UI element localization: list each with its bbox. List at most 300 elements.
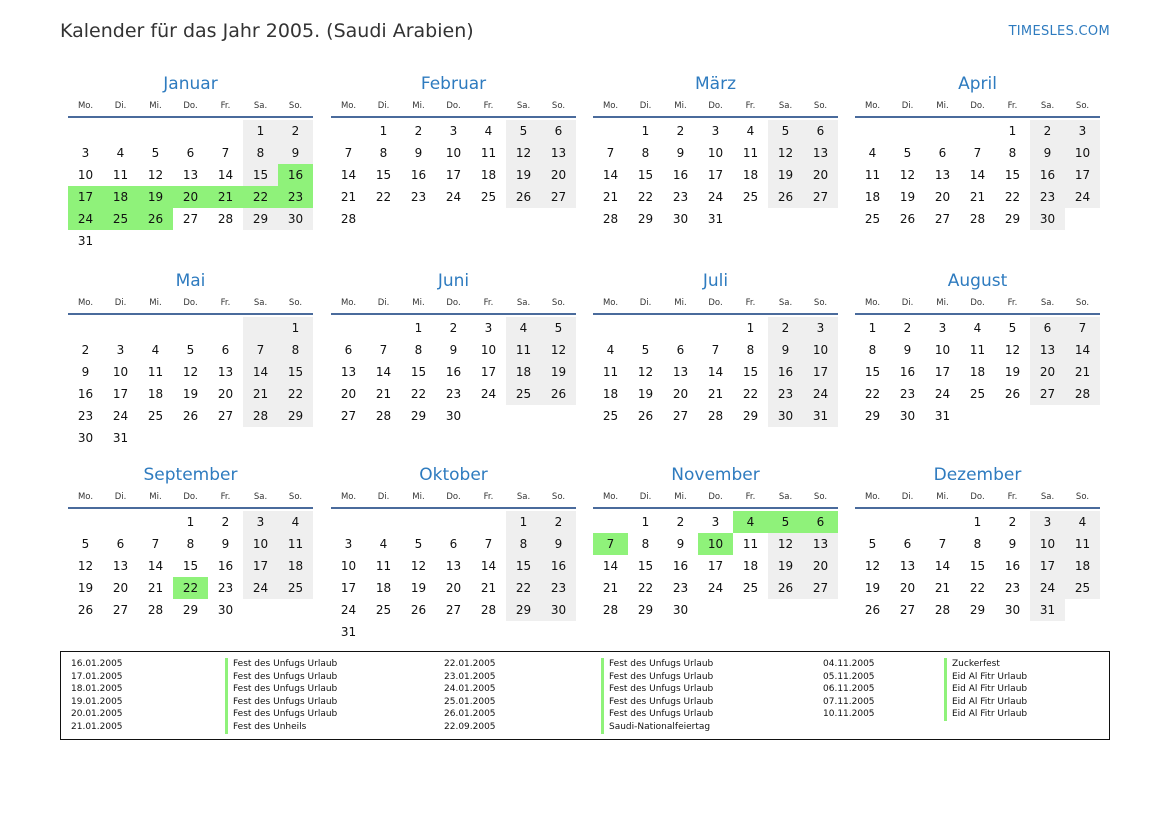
legend-description: Eid Al Fitr Urlaub xyxy=(944,696,1027,709)
day-cell: 8 xyxy=(868,343,877,357)
day-cell: 23 xyxy=(77,409,94,423)
day-cell: 20 xyxy=(217,387,234,401)
day-cell: 2 xyxy=(278,120,313,142)
day-cell: 30 xyxy=(672,603,689,617)
day-cell: 18 xyxy=(602,387,619,401)
weekday-label: So. xyxy=(813,491,828,502)
day-cell: 26 xyxy=(77,603,94,617)
day-cell: 3 xyxy=(711,515,720,529)
day-cell: 31 xyxy=(934,409,951,423)
day-cell: 27 xyxy=(934,212,951,226)
day-cell: 6 xyxy=(938,146,947,160)
weekday-label: So. xyxy=(288,100,303,111)
day-cell: 23 xyxy=(217,581,234,595)
day-cell: 22 xyxy=(637,581,654,595)
day-cell: 14 xyxy=(147,559,164,573)
day-cell: 22 xyxy=(375,190,392,204)
day-cell: 20 xyxy=(803,164,838,186)
day-grid xyxy=(593,317,838,427)
day-cell: 5 xyxy=(541,317,576,339)
day-cell: 8 xyxy=(641,146,650,160)
weekday-label: Mi. xyxy=(412,100,425,111)
day-cell: 6 xyxy=(344,343,353,357)
day-cell: 10 xyxy=(340,559,357,573)
legend-description: Fest des Unfugs Urlaub xyxy=(601,671,713,684)
day-cell: 15 xyxy=(410,365,427,379)
day-cell: 30 xyxy=(672,212,689,226)
legend-desc-column xyxy=(944,658,1027,721)
weekday-label: Do. xyxy=(446,297,461,308)
day-cell: 24 xyxy=(1065,186,1100,208)
day-cell: 4 xyxy=(484,124,493,138)
day-cell: 15 xyxy=(1004,168,1021,182)
day-cell: 9 xyxy=(449,343,458,357)
day-cell: 21 xyxy=(147,581,164,595)
day-cell: 1 xyxy=(414,321,423,335)
day-cell: 27 xyxy=(1030,383,1065,405)
month-mai xyxy=(68,269,313,449)
day-cell: 7 xyxy=(344,146,353,160)
day-cell: 17 xyxy=(340,581,357,595)
day-cell: 4 xyxy=(506,317,541,339)
day-cell: 25 xyxy=(602,409,619,423)
empty-cell xyxy=(593,120,628,142)
day-cell: 15 xyxy=(969,559,986,573)
day-cell: 16 xyxy=(1030,164,1065,186)
day-cell: 30 xyxy=(217,603,234,617)
day-cell: 9 xyxy=(903,343,912,357)
holiday-day-cell: 24 xyxy=(68,208,103,230)
weekday-header xyxy=(593,487,838,506)
weekday-label: Mo. xyxy=(77,100,94,111)
day-cell: 9 xyxy=(541,533,576,555)
day-cell: 18 xyxy=(480,168,497,182)
day-cell: 22 xyxy=(278,383,313,405)
day-cell: 23 xyxy=(672,190,689,204)
day-cell: 6 xyxy=(449,537,458,551)
day-cell: 17 xyxy=(1065,164,1100,186)
day-cell: 5 xyxy=(903,146,912,160)
day-cell: 23 xyxy=(768,383,803,405)
day-cell: 17 xyxy=(707,559,724,573)
day-cell: 23 xyxy=(410,190,427,204)
day-cell: 27 xyxy=(217,409,234,423)
day-cell: 12 xyxy=(768,533,803,555)
day-cell: 9 xyxy=(1008,537,1017,551)
day-cell: 11 xyxy=(480,146,497,160)
day-cell: 2 xyxy=(449,321,458,335)
month-name: April xyxy=(958,74,997,94)
day-cell: 14 xyxy=(969,168,986,182)
day-cell: 16 xyxy=(77,387,94,401)
day-cell: 29 xyxy=(182,603,199,617)
weekday-label: Di. xyxy=(114,297,127,308)
day-cell: 28 xyxy=(602,212,619,226)
day-cell: 1 xyxy=(243,120,278,142)
day-cell: 22 xyxy=(506,577,541,599)
day-cell: 11 xyxy=(742,146,759,160)
legend-date: 23.01.2005 xyxy=(444,671,496,682)
day-cell: 12 xyxy=(410,559,427,573)
weekday-label: Do. xyxy=(970,297,985,308)
month-name: Juli xyxy=(702,271,729,291)
month-name: Januar xyxy=(163,74,218,94)
legend-date: 21.01.2005 xyxy=(71,721,123,732)
day-cell: 1 xyxy=(1008,124,1017,138)
day-cell: 8 xyxy=(973,537,982,551)
day-cell: 18 xyxy=(1065,555,1100,577)
day-cell: 12 xyxy=(506,142,541,164)
legend-description: Eid Al Fitr Urlaub xyxy=(944,671,1027,684)
day-cell: 10 xyxy=(1030,533,1065,555)
legend-date: 20.01.2005 xyxy=(71,709,123,720)
legend-date: 24.01.2005 xyxy=(444,684,496,695)
day-cell: 24 xyxy=(243,577,278,599)
day-cell: 6 xyxy=(903,537,912,551)
weekday-label: Sa. xyxy=(516,297,531,308)
weekday-header xyxy=(855,487,1100,506)
weekday-label: Sa. xyxy=(1040,297,1055,308)
day-cell: 19 xyxy=(1004,365,1021,379)
day-cell: 1 xyxy=(278,317,313,339)
day-cell: 27 xyxy=(672,409,689,423)
day-cell: 30 xyxy=(768,405,803,427)
month-juni xyxy=(331,269,576,427)
legend-date-column xyxy=(823,658,875,721)
day-cell: 7 xyxy=(151,537,160,551)
weekday-label: Mi. xyxy=(936,297,949,308)
day-cell: 10 xyxy=(934,343,951,357)
day-cell: 26 xyxy=(541,383,576,405)
legend-desc-column xyxy=(601,658,713,734)
day-cell: 22 xyxy=(742,387,759,401)
day-cell: 8 xyxy=(641,537,650,551)
weekday-label: Fr. xyxy=(483,491,494,502)
weekday-header xyxy=(331,96,576,115)
day-cell: 18 xyxy=(742,559,759,573)
weekday-label: Sa. xyxy=(253,100,268,111)
day-cell: 11 xyxy=(506,339,541,361)
day-cell: 23 xyxy=(541,577,576,599)
weekday-label: Fr. xyxy=(1007,100,1018,111)
month-dezember xyxy=(855,463,1100,621)
empty-cell xyxy=(471,511,506,533)
holiday-day-cell: 5 xyxy=(768,511,803,533)
day-cell: 21 xyxy=(969,190,986,204)
day-cell: 15 xyxy=(243,164,278,186)
empty-cell xyxy=(890,511,925,533)
day-cell: 30 xyxy=(278,208,313,230)
day-cell: 9 xyxy=(676,537,685,551)
day-cell: 4 xyxy=(1065,511,1100,533)
day-cell: 3 xyxy=(344,537,353,551)
empty-cell xyxy=(173,317,208,339)
day-cell: 12 xyxy=(77,559,94,573)
legend-date: 22.01.2005 xyxy=(444,659,496,669)
holiday-day-cell: 4 xyxy=(733,511,768,533)
empty-cell xyxy=(138,511,173,533)
header-divider xyxy=(68,507,313,509)
day-cell: 15 xyxy=(182,559,199,573)
day-cell: 1 xyxy=(186,515,195,529)
weekday-label: Di. xyxy=(377,100,390,111)
day-cell: 21 xyxy=(480,581,497,595)
day-cell: 21 xyxy=(602,581,619,595)
day-cell: 25 xyxy=(969,387,986,401)
day-grid xyxy=(855,511,1100,621)
day-cell: 7 xyxy=(938,537,947,551)
day-cell: 19 xyxy=(77,581,94,595)
weekday-label: Mo. xyxy=(864,100,881,111)
empty-cell xyxy=(331,511,366,533)
legend-date: 16.01.2005 xyxy=(71,659,123,669)
weekday-label: Fr. xyxy=(220,297,231,308)
day-cell: 17 xyxy=(445,168,462,182)
day-cell: 29 xyxy=(742,409,759,423)
month-name: September xyxy=(143,465,238,485)
legend-desc-column xyxy=(225,658,337,734)
day-cell: 30 xyxy=(1004,603,1021,617)
day-cell: 18 xyxy=(278,555,313,577)
day-cell: 2 xyxy=(81,343,90,357)
day-cell: 11 xyxy=(742,537,759,551)
day-cell: 13 xyxy=(112,559,129,573)
empty-cell xyxy=(103,317,138,339)
day-cell: 1 xyxy=(973,515,982,529)
legend-date: 17.01.2005 xyxy=(71,671,123,682)
day-cell: 17 xyxy=(934,365,951,379)
holiday-day-cell: 23 xyxy=(278,186,313,208)
day-cell: 2 xyxy=(1008,515,1017,529)
day-cell: 5 xyxy=(868,537,877,551)
day-cell: 8 xyxy=(746,343,755,357)
empty-cell xyxy=(628,317,663,339)
day-cell: 30 xyxy=(1030,208,1065,230)
day-cell: 3 xyxy=(484,321,493,335)
day-cell: 11 xyxy=(278,533,313,555)
day-cell: 12 xyxy=(541,339,576,361)
day-cell: 2 xyxy=(541,511,576,533)
day-cell: 27 xyxy=(112,603,129,617)
day-cell: 26 xyxy=(182,409,199,423)
day-cell: 1 xyxy=(506,511,541,533)
holiday-day-cell: 16 xyxy=(278,164,313,186)
weekday-label: Fr. xyxy=(220,100,231,111)
day-cell: 29 xyxy=(637,603,654,617)
day-cell: 16 xyxy=(672,559,689,573)
day-cell: 28 xyxy=(934,603,951,617)
day-cell: 28 xyxy=(1065,383,1100,405)
day-cell: 27 xyxy=(803,186,838,208)
weekday-label: Sa. xyxy=(253,491,268,502)
legend-date: 26.01.2005 xyxy=(444,709,496,720)
day-cell: 23 xyxy=(445,387,462,401)
weekday-label: So. xyxy=(288,491,303,502)
empty-cell xyxy=(331,317,366,339)
day-cell: 12 xyxy=(768,142,803,164)
day-cell: 9 xyxy=(768,339,803,361)
day-cell: 16 xyxy=(672,168,689,182)
month-september xyxy=(68,463,313,621)
day-cell: 14 xyxy=(1065,339,1100,361)
day-cell: 22 xyxy=(410,387,427,401)
day-cell: 20 xyxy=(1030,361,1065,383)
day-grid xyxy=(593,511,838,621)
empty-cell xyxy=(331,120,366,142)
header-divider xyxy=(68,313,313,315)
day-cell: 18 xyxy=(147,387,164,401)
day-cell: 25 xyxy=(742,581,759,595)
day-cell: 29 xyxy=(410,409,427,423)
day-cell: 17 xyxy=(480,365,497,379)
day-cell: 16 xyxy=(541,555,576,577)
header-divider xyxy=(331,116,576,118)
empty-cell xyxy=(436,511,471,533)
day-cell: 22 xyxy=(1004,190,1021,204)
holiday-day-cell: 22 xyxy=(173,577,208,599)
legend-date: 06.11.2005 xyxy=(823,684,875,695)
day-cell: 12 xyxy=(147,168,164,182)
day-cell: 12 xyxy=(182,365,199,379)
weekday-label: Di. xyxy=(639,491,652,502)
day-cell: 4 xyxy=(973,321,982,335)
day-cell: 7 xyxy=(973,146,982,160)
day-cell: 5 xyxy=(151,146,160,160)
day-cell: 30 xyxy=(541,599,576,621)
header-divider xyxy=(331,507,576,509)
day-cell: 2 xyxy=(903,321,912,335)
day-cell: 15 xyxy=(637,559,654,573)
day-cell: 13 xyxy=(217,365,234,379)
day-cell: 3 xyxy=(1065,120,1100,142)
day-grid xyxy=(331,120,576,230)
day-cell: 12 xyxy=(864,559,881,573)
day-cell: 30 xyxy=(899,409,916,423)
weekday-label: Di. xyxy=(639,100,652,111)
weekday-label: Mo. xyxy=(340,491,357,502)
day-cell: 10 xyxy=(707,146,724,160)
day-cell: 2 xyxy=(676,515,685,529)
day-cell: 26 xyxy=(768,186,803,208)
weekday-label: Do. xyxy=(446,491,461,502)
weekday-label: Mi. xyxy=(936,491,949,502)
day-cell: 21 xyxy=(934,581,951,595)
weekday-header xyxy=(68,96,313,115)
holiday-day-cell: 26 xyxy=(138,208,173,230)
header-divider xyxy=(593,116,838,118)
weekday-label: So. xyxy=(813,297,828,308)
holiday-day-cell: 21 xyxy=(208,186,243,208)
holiday-day-cell: 17 xyxy=(68,186,103,208)
day-grid xyxy=(855,317,1100,427)
day-cell: 24 xyxy=(480,387,497,401)
day-cell: 22 xyxy=(637,190,654,204)
day-cell: 23 xyxy=(1030,186,1065,208)
day-cell: 20 xyxy=(803,555,838,577)
day-cell: 27 xyxy=(182,212,199,226)
day-cell: 1 xyxy=(641,515,650,529)
day-cell: 14 xyxy=(243,361,278,383)
day-cell: 31 xyxy=(77,234,94,248)
legend-description: Fest des Unfugs Urlaub xyxy=(225,683,337,696)
empty-cell xyxy=(208,317,243,339)
day-cell: 29 xyxy=(243,208,278,230)
weekday-label: Mo. xyxy=(864,297,881,308)
legend-date: 22.09.2005 xyxy=(444,721,496,732)
day-cell: 31 xyxy=(112,431,129,445)
legend-date-column xyxy=(444,658,496,734)
day-grid xyxy=(68,120,313,252)
day-cell: 28 xyxy=(602,603,619,617)
day-cell: 11 xyxy=(147,365,164,379)
day-cell: 5 xyxy=(506,120,541,142)
day-cell: 30 xyxy=(77,431,94,445)
day-cell: 28 xyxy=(480,603,497,617)
brand-link[interactable]: TIMESLES.COM xyxy=(1008,24,1110,39)
day-cell: 4 xyxy=(278,511,313,533)
day-cell: 13 xyxy=(899,559,916,573)
day-cell: 26 xyxy=(1004,387,1021,401)
weekday-label: Mo. xyxy=(864,491,881,502)
day-cell: 16 xyxy=(217,559,234,573)
legend-description: Zuckerfest xyxy=(944,658,1027,671)
legend-description: Fest des Unfugs Urlaub xyxy=(225,671,337,684)
day-cell: 29 xyxy=(637,212,654,226)
empty-cell xyxy=(366,317,401,339)
empty-cell xyxy=(173,120,208,142)
day-cell: 25 xyxy=(864,212,881,226)
month-juli xyxy=(593,269,838,427)
weekday-label: So. xyxy=(1075,297,1090,308)
day-cell: 21 xyxy=(707,387,724,401)
day-cell: 10 xyxy=(445,146,462,160)
weekday-label: So. xyxy=(551,100,566,111)
empty-cell xyxy=(855,120,890,142)
empty-cell xyxy=(366,511,401,533)
weekday-label: Mo. xyxy=(602,297,619,308)
day-cell: 13 xyxy=(672,365,689,379)
holiday-legend xyxy=(60,651,1110,740)
month-name: Dezember xyxy=(933,465,1022,485)
day-cell: 21 xyxy=(602,190,619,204)
day-cell: 9 xyxy=(676,146,685,160)
day-cell: 6 xyxy=(1030,317,1065,339)
empty-cell xyxy=(925,120,960,142)
day-cell: 31 xyxy=(1030,599,1065,621)
day-cell: 21 xyxy=(340,190,357,204)
header-divider xyxy=(593,507,838,509)
day-cell: 15 xyxy=(375,168,392,182)
day-cell: 6 xyxy=(221,343,230,357)
weekday-label: Mi. xyxy=(149,491,162,502)
day-cell: 23 xyxy=(899,387,916,401)
empty-cell xyxy=(68,120,103,142)
day-cell: 8 xyxy=(278,339,313,361)
weekday-label: Do. xyxy=(183,100,198,111)
header-divider xyxy=(68,116,313,118)
day-cell: 6 xyxy=(186,146,195,160)
day-cell: 6 xyxy=(116,537,125,551)
day-cell: 18 xyxy=(969,365,986,379)
day-cell: 5 xyxy=(641,343,650,357)
day-cell: 20 xyxy=(934,190,951,204)
day-cell: 13 xyxy=(340,365,357,379)
weekday-label: Sa. xyxy=(1040,491,1055,502)
day-grid xyxy=(855,120,1100,230)
day-cell: 10 xyxy=(243,533,278,555)
month-name: August xyxy=(947,271,1008,291)
day-cell: 13 xyxy=(541,142,576,164)
